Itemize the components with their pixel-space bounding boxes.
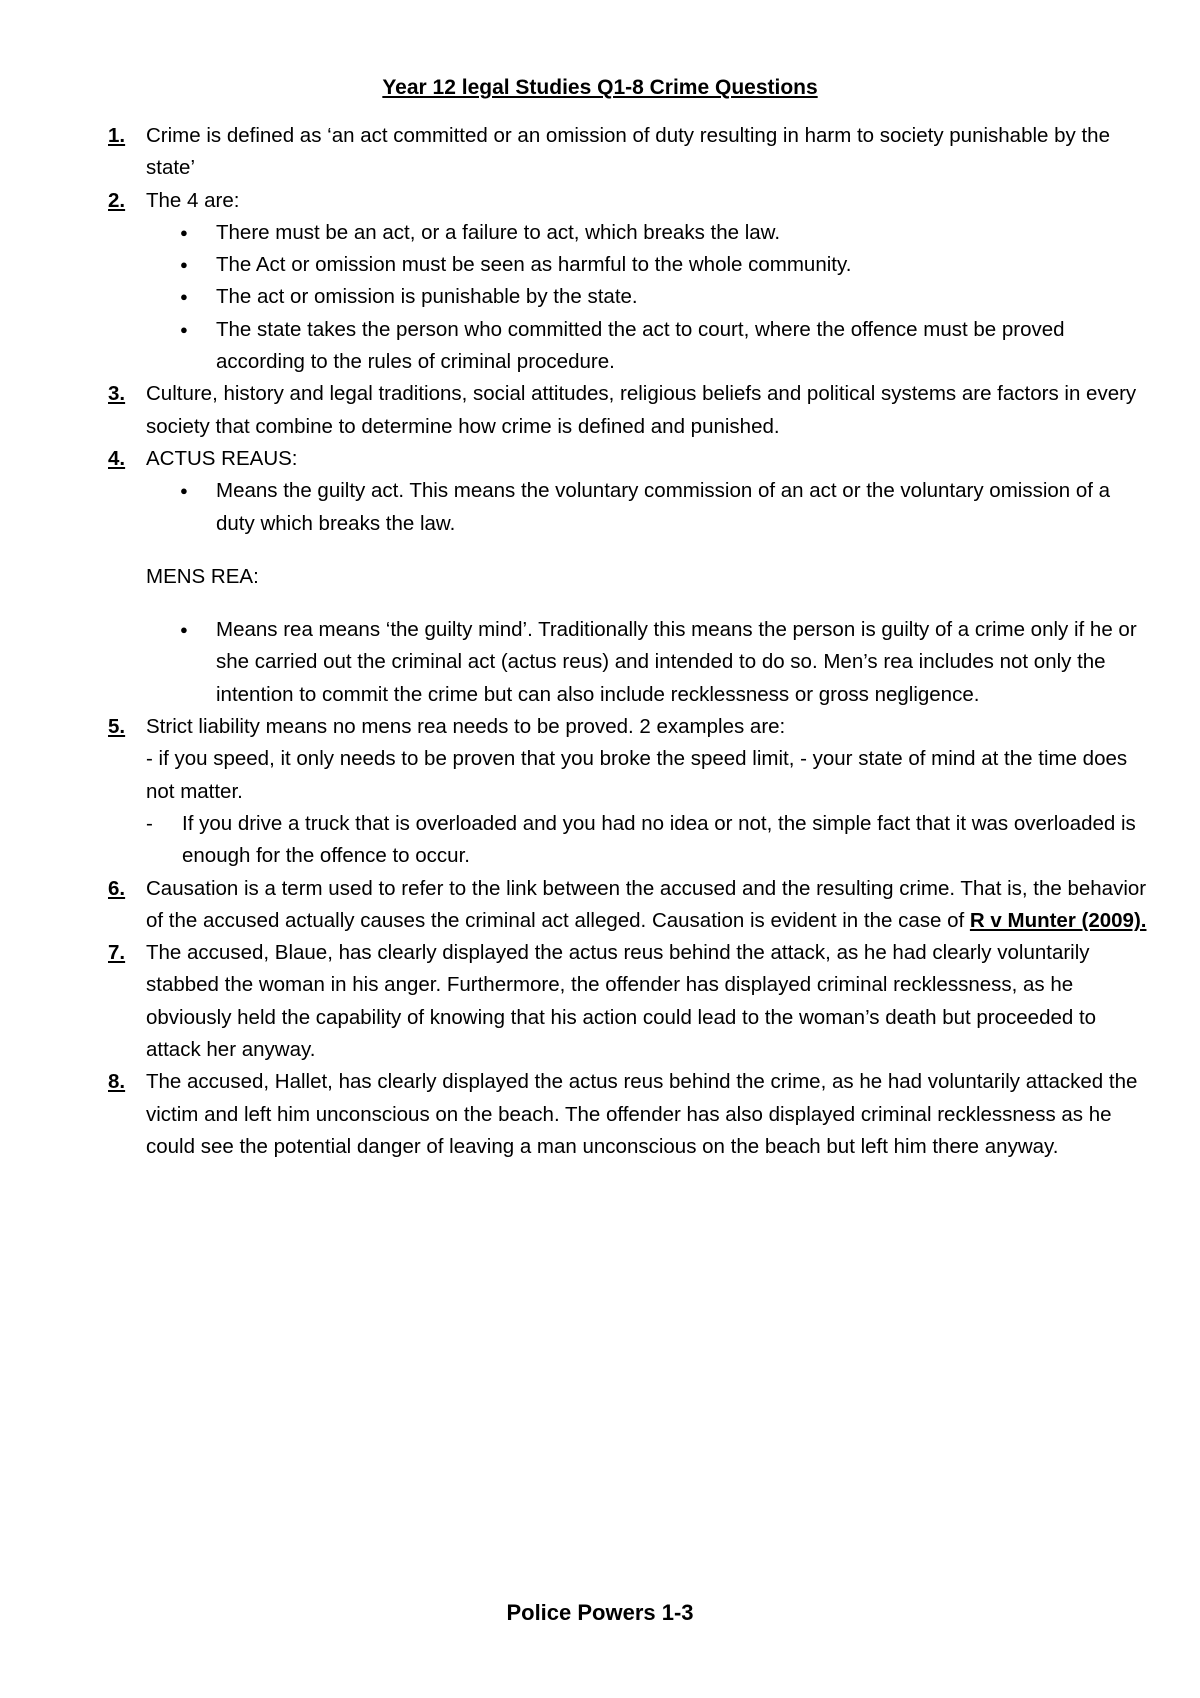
question-number: 2. — [108, 188, 126, 212]
dash-marker: - — [146, 811, 153, 835]
question-number: 1. — [108, 124, 126, 147]
question-8 — [108, 1066, 1148, 1163]
question-3 — [108, 378, 1148, 443]
question-7 — [108, 937, 1148, 1066]
elements-list — [108, 217, 1148, 378]
question-5 — [108, 711, 1148, 743]
answer-text: The 4 are: — [146, 188, 240, 212]
answer-text: The accused, Blaue, has clearly displayed the actus reus behind the attack, as he had clearly voluntarily stabbed the woman in his anger. Furthermore, the offender has displayed criminal recklessness, as he obviously held the capability of knowing that his action could lead to the woman’s death but proceeded to attack her anyway. — [146, 941, 1097, 1062]
list-item: ● The state takes the person who committed the act to court, where the offence must be proved according to the rules of criminal procedure. — [180, 314, 1148, 379]
question-number: 6. — [108, 876, 126, 900]
footer-title: Police Powers 1-3 — [506, 1600, 694, 1625]
document-body — [108, 120, 1148, 1163]
list-item: ● The act or omission is punishable by the state. — [180, 281, 1148, 313]
case-citation: R v Munter (2009). — [969, 908, 1147, 932]
question-number: 8. — [108, 1070, 126, 1094]
answer-text: The accused, Hallet, has clearly displayed the actus reus behind the crime, as he had voluntarily attacked the victim and left him unconscious on the beach. The offender has also displayed criminal recklessness as he could see the potential danger of leaving a man unconscious on the beach but left him there anyway. — [146, 1070, 1138, 1158]
question-number: 7. — [108, 941, 126, 965]
mens-rea-list — [108, 614, 1148, 711]
question-number: 5. — [108, 715, 126, 739]
question-6 — [108, 873, 1148, 938]
answer-text: Crime is defined as ‘an act committed or an omission of duty resulting in harm to society punishable by the state’ — [146, 124, 1110, 180]
list-item: ● The Act or omission must be seen as harmful to the whole community. — [180, 249, 1148, 281]
answer-text: Causation is a term used to refer to the link between the accused and the resulting crime. That is, the behavior of the accused actually causes the criminal act alleged. Causation is evident in the case of — [146, 876, 1147, 932]
answer-text: ACTUS REAUS: — [146, 446, 298, 470]
example-2-text: If you drive a truck that is overloaded and you had no idea or not, the simple fact that it was overloaded is enough for the offence to occur. — [182, 811, 1136, 868]
answer-text: Strict liability means no mens rea needs to be proved. 2 examples are: — [146, 715, 786, 739]
question-number: 3. — [108, 382, 126, 406]
actus-reus-list — [108, 475, 1148, 540]
question-1 — [108, 120, 1148, 185]
list-item: ● Means the guilty act. This means the voluntary commission of an act or the voluntary omission of a duty which breaks the law. — [180, 475, 1148, 540]
document-title: Year 12 legal Studies Q1-8 Crime Questions — [382, 76, 818, 99]
question-2 — [108, 185, 1148, 217]
example-1: - if you speed, it only needs to be proven that you broke the speed limit, - your state of mind at the time does not matter. — [146, 747, 1128, 803]
question-4 — [108, 443, 1148, 475]
list-item: ● There must be an act, or a failure to act, which breaks the law. — [180, 217, 1148, 249]
question-number: 4. — [108, 446, 126, 470]
mens-rea-heading: MENS REA: — [146, 564, 259, 588]
list-item: ● Means rea means ‘the guilty mind’. Traditionally this means the person is guilty of a crime only if he or she carried out the criminal act (actus reus) and intended to do so. Men’s rea includes not only the intention to commit the crime but can also include recklessness or gross negligence. — [180, 614, 1148, 711]
answer-text: Culture, history and legal traditions, social attitudes, religious beliefs and political systems are factors in every society that combine to determine how crime is defined and punished. — [146, 382, 1137, 438]
example-2 — [108, 808, 1148, 873]
